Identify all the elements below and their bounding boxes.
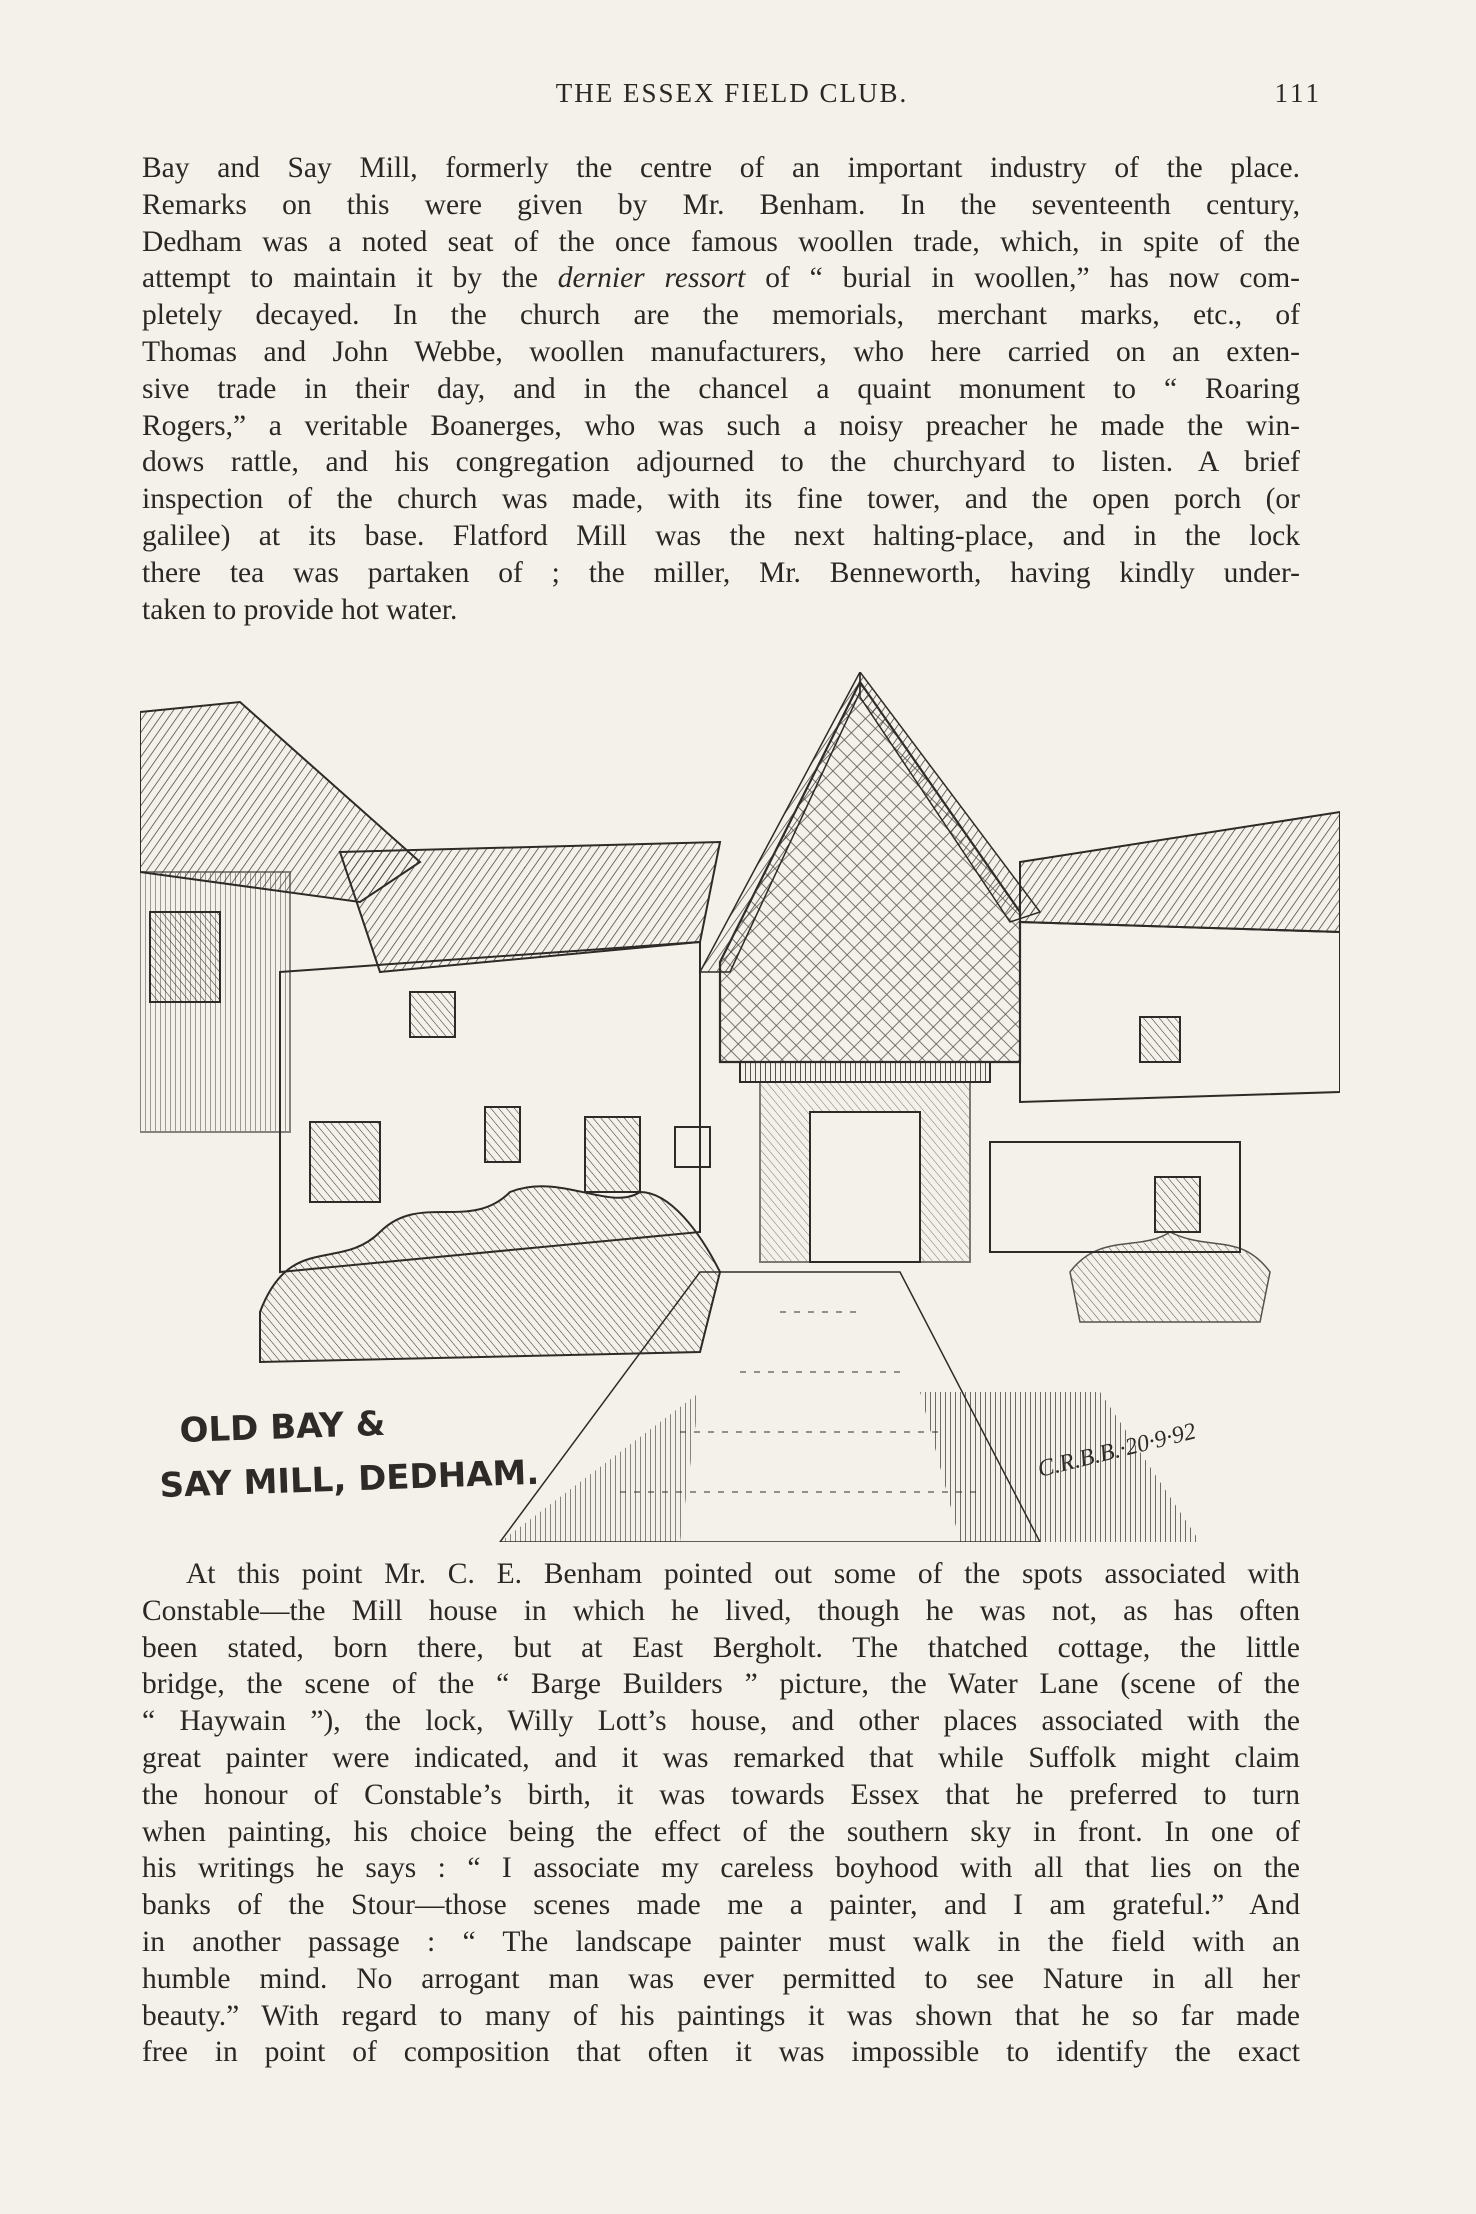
text-fragment: attempt to maintain it by the <box>142 262 558 295</box>
text-line: sive trade in their day, and in the chancel a quaint monument to “ Roaring <box>142 372 1300 405</box>
running-head: THE ESSEX FIELD CLUB. <box>555 78 909 108</box>
text-line: pletely decayed. In the church are the memorials, merchant marks, etc., of <box>142 299 1300 332</box>
text-line: been stated, born there, but at East Bergholt. The thatched cottage, the little <box>142 1631 1300 1664</box>
italic-phrase: dernier ressort <box>557 262 746 295</box>
text-line: inspection of the church was made, with its fine tower, and the open porch (or <box>142 483 1300 516</box>
mill-drawing <box>140 672 1340 1542</box>
page-number: 111 <box>1274 78 1322 108</box>
text-line: beauty.” With regard to many of his paintings it was shown that he so far made <box>142 1999 1300 2032</box>
text-line: his writings he says : “ I associate my careless boyhood with all that lies on the <box>142 1852 1300 1885</box>
paragraph-1 <box>142 150 1300 628</box>
text-line: in another passage : “ The landscape painter must walk in the field with an <box>142 1925 1300 1958</box>
text-line: galilee) at its base. Flatford Mill was the next halting-place, and in the lock <box>142 519 1300 552</box>
text-line: banks of the Stour—those scenes made me a painter, and I am grateful.” And <box>142 1889 1300 1922</box>
page-header <box>142 78 1322 118</box>
text-line: there tea was partaken of ; the miller, Mr. Benneworth, having kindly under- <box>142 556 1300 589</box>
text-fragment: of “ burial in woollen,” has now com- <box>745 262 1300 295</box>
text-line: “ Haywain ”), the lock, Willy Lott’s house, and other places associated with the <box>142 1705 1300 1738</box>
text-line: dows rattle, and his congregation adjourned to the churchyard to listen. A brief <box>142 446 1300 479</box>
artist-signature: C.R.B.B.·20·9·92 <box>1035 1418 1199 1483</box>
text-line: Constable—the Mill house in which he lived, though he was not, as has often <box>142 1594 1300 1627</box>
text-line: bridge, the scene of the “ Barge Builders ” picture, the Water Lane (scene of the <box>142 1668 1300 1701</box>
text-line: Bay and Say Mill, formerly the centre of an important industry of the place. <box>142 152 1300 184</box>
text-line: taken to provide hot water. <box>142 593 458 626</box>
text-line: Rogers,” a veritable Boanerges, who was such a noisy preacher he made the win- <box>142 409 1300 442</box>
text-line: At this point Mr. C. E. Benham pointed out some of the spots associated with <box>186 1558 1300 1590</box>
text-line: Remarks on this were given by Mr. Benham. In the seventeenth century, <box>142 188 1300 221</box>
text-line: when painting, his choice being the effect of the southern sky in front. In one of <box>142 1815 1300 1848</box>
caption-line-2: SAY MILL, DEDHAM. <box>158 1452 540 1506</box>
text-line-with-italic <box>142 260 1300 297</box>
text-line: humble mind. No arrogant man was ever permitted to see Nature in all her <box>142 1962 1300 1995</box>
text-line: the honour of Constable’s birth, it was towards Essex that he preferred to turn <box>142 1778 1300 1811</box>
mill-illustration <box>140 672 1340 1542</box>
text-line: great painter were indicated, and it was remarked that while Suffolk might claim <box>142 1741 1300 1774</box>
paragraph-2 <box>142 1556 1300 2071</box>
caption-line-1: OLD BAY & <box>178 1403 386 1451</box>
text-line: Dedham was a noted seat of the once famous woollen trade, which, in spite of the <box>142 225 1300 258</box>
text-line: Thomas and John Webbe, woollen manufacturers, who here carried on an exten- <box>142 335 1300 368</box>
text-line: free in point of composition that often it was impossible to identify the exact <box>142 2036 1300 2069</box>
